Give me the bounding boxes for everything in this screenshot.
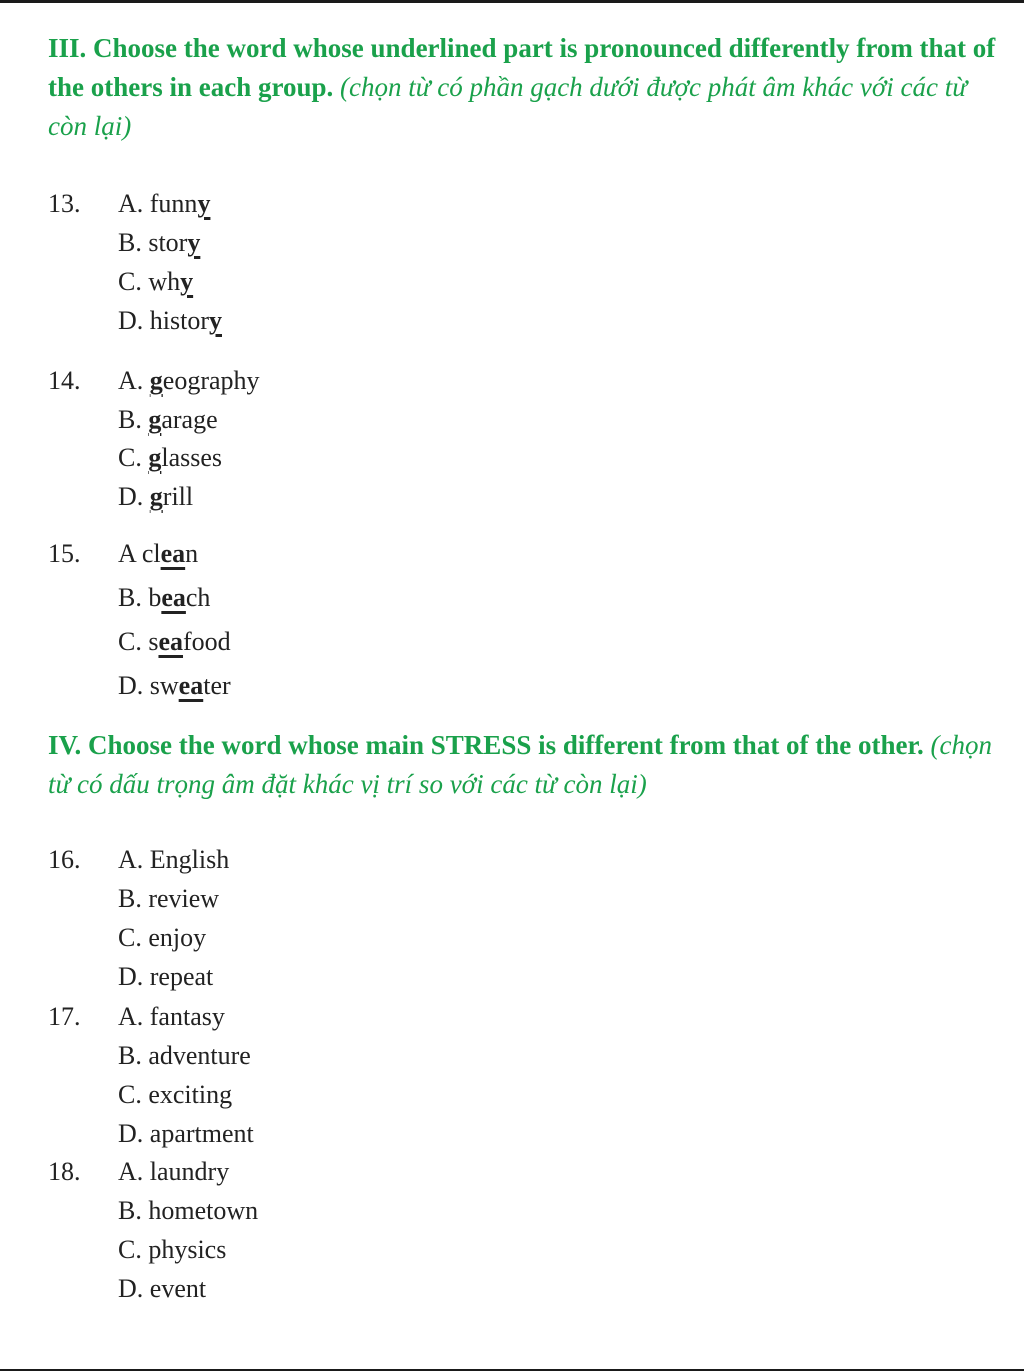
section-3-title: III. Choose the word whose underlined part is pronounced differently from that of the others in each group. — [48, 33, 996, 102]
option: D. history — [118, 306, 222, 335]
option: D. repeat — [118, 962, 214, 991]
worksheet-page — [0, 3, 1024, 1369]
option: B. review — [118, 884, 220, 913]
option: D. apartment — [118, 1119, 254, 1148]
option: B. hometown — [118, 1196, 259, 1225]
question-number: 16. — [48, 845, 81, 874]
option: B. beach — [118, 583, 211, 612]
option: A. laundry — [118, 1157, 230, 1186]
option: A clean — [118, 539, 199, 568]
option: B. garage — [118, 405, 218, 434]
option: C. seafood — [118, 627, 231, 656]
question-number: 17. — [48, 1002, 81, 1031]
option: C. glasses — [118, 443, 223, 472]
option: C. why — [118, 267, 194, 296]
question-number: 15. — [48, 539, 81, 568]
option: B. adventure — [118, 1041, 251, 1070]
section-3-note: (chọn từ có phần gạch dưới được phát âm khác với các từ còn lại) — [48, 72, 968, 141]
option: B. story — [118, 228, 201, 257]
section-3-heading — [48, 29, 998, 146]
option: A. English — [118, 845, 230, 874]
option: A. geography — [118, 366, 260, 395]
option: C. exciting — [118, 1080, 233, 1109]
option: A. funny — [118, 189, 211, 218]
option: D. sweater — [118, 671, 231, 700]
option: C. enjoy — [118, 923, 207, 952]
option: D. grill — [118, 482, 194, 511]
question-number: 13. — [48, 189, 81, 218]
option: D. event — [118, 1274, 207, 1303]
section-4-note: (chọn từ có dấu trọng âm đặt khác vị trí so với các từ còn lại) — [48, 730, 993, 799]
question-number: 18. — [48, 1157, 81, 1186]
question-number: 14. — [48, 366, 81, 395]
option: C. physics — [118, 1235, 227, 1264]
section-4-heading — [48, 726, 998, 804]
section-4-title: IV. Choose the word whose main STRESS is different from that of the other. — [48, 730, 924, 760]
option: A. fantasy — [118, 1002, 225, 1031]
